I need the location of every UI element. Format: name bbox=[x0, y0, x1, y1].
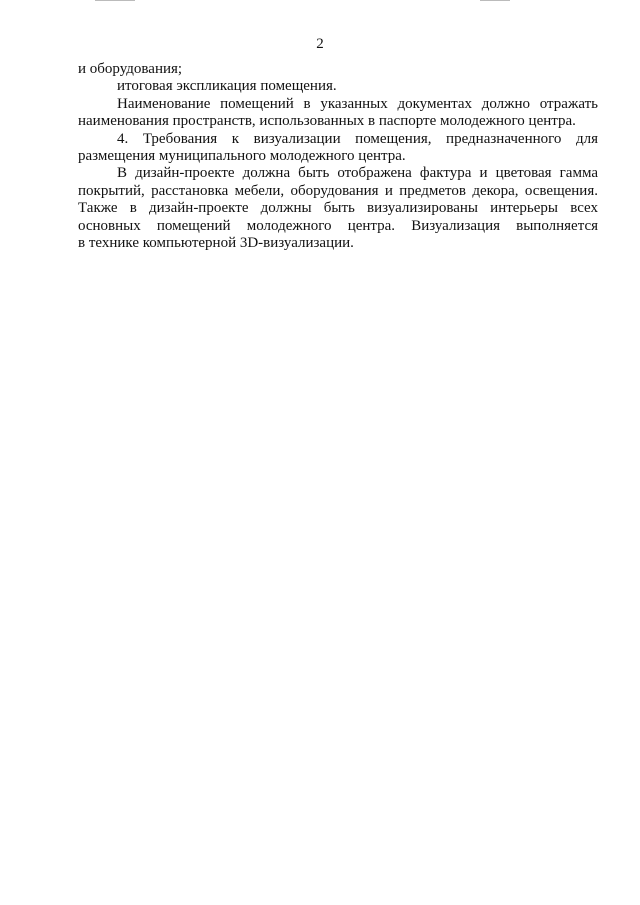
document-body bbox=[78, 61, 598, 252]
text-line: Наименование помещений в указанных документах должно отражать bbox=[117, 95, 598, 112]
text-line: основных помещений молодежного центра. Визуализация выполняется bbox=[78, 217, 598, 234]
text-line: покрытий, расстановка мебели, оборудования и предметов декора, освещения. bbox=[78, 182, 598, 199]
text-line: В дизайн-проекте должна быть отображена фактура и цветовая гамма bbox=[117, 165, 598, 182]
scan-artifact bbox=[480, 0, 510, 1]
text-line: наименования пространств, использованных в паспорте молодежного центра. bbox=[78, 113, 576, 130]
page-number: 2 bbox=[316, 36, 324, 52]
text-line: и оборудования; bbox=[78, 61, 183, 77]
text-line: в технике компьютерной 3D-визуализации. bbox=[78, 234, 354, 251]
scan-artifact bbox=[95, 0, 135, 1]
text-line: Также в дизайн-проекте должны быть визуализированы интерьеры всех bbox=[78, 200, 598, 217]
text-line: 4. Требования к визуализации помещения, предназначенного для bbox=[117, 130, 598, 147]
text-line: размещения муниципального молодежного центра. bbox=[78, 147, 406, 164]
text-line: итоговая экспликация помещения. bbox=[117, 78, 337, 95]
